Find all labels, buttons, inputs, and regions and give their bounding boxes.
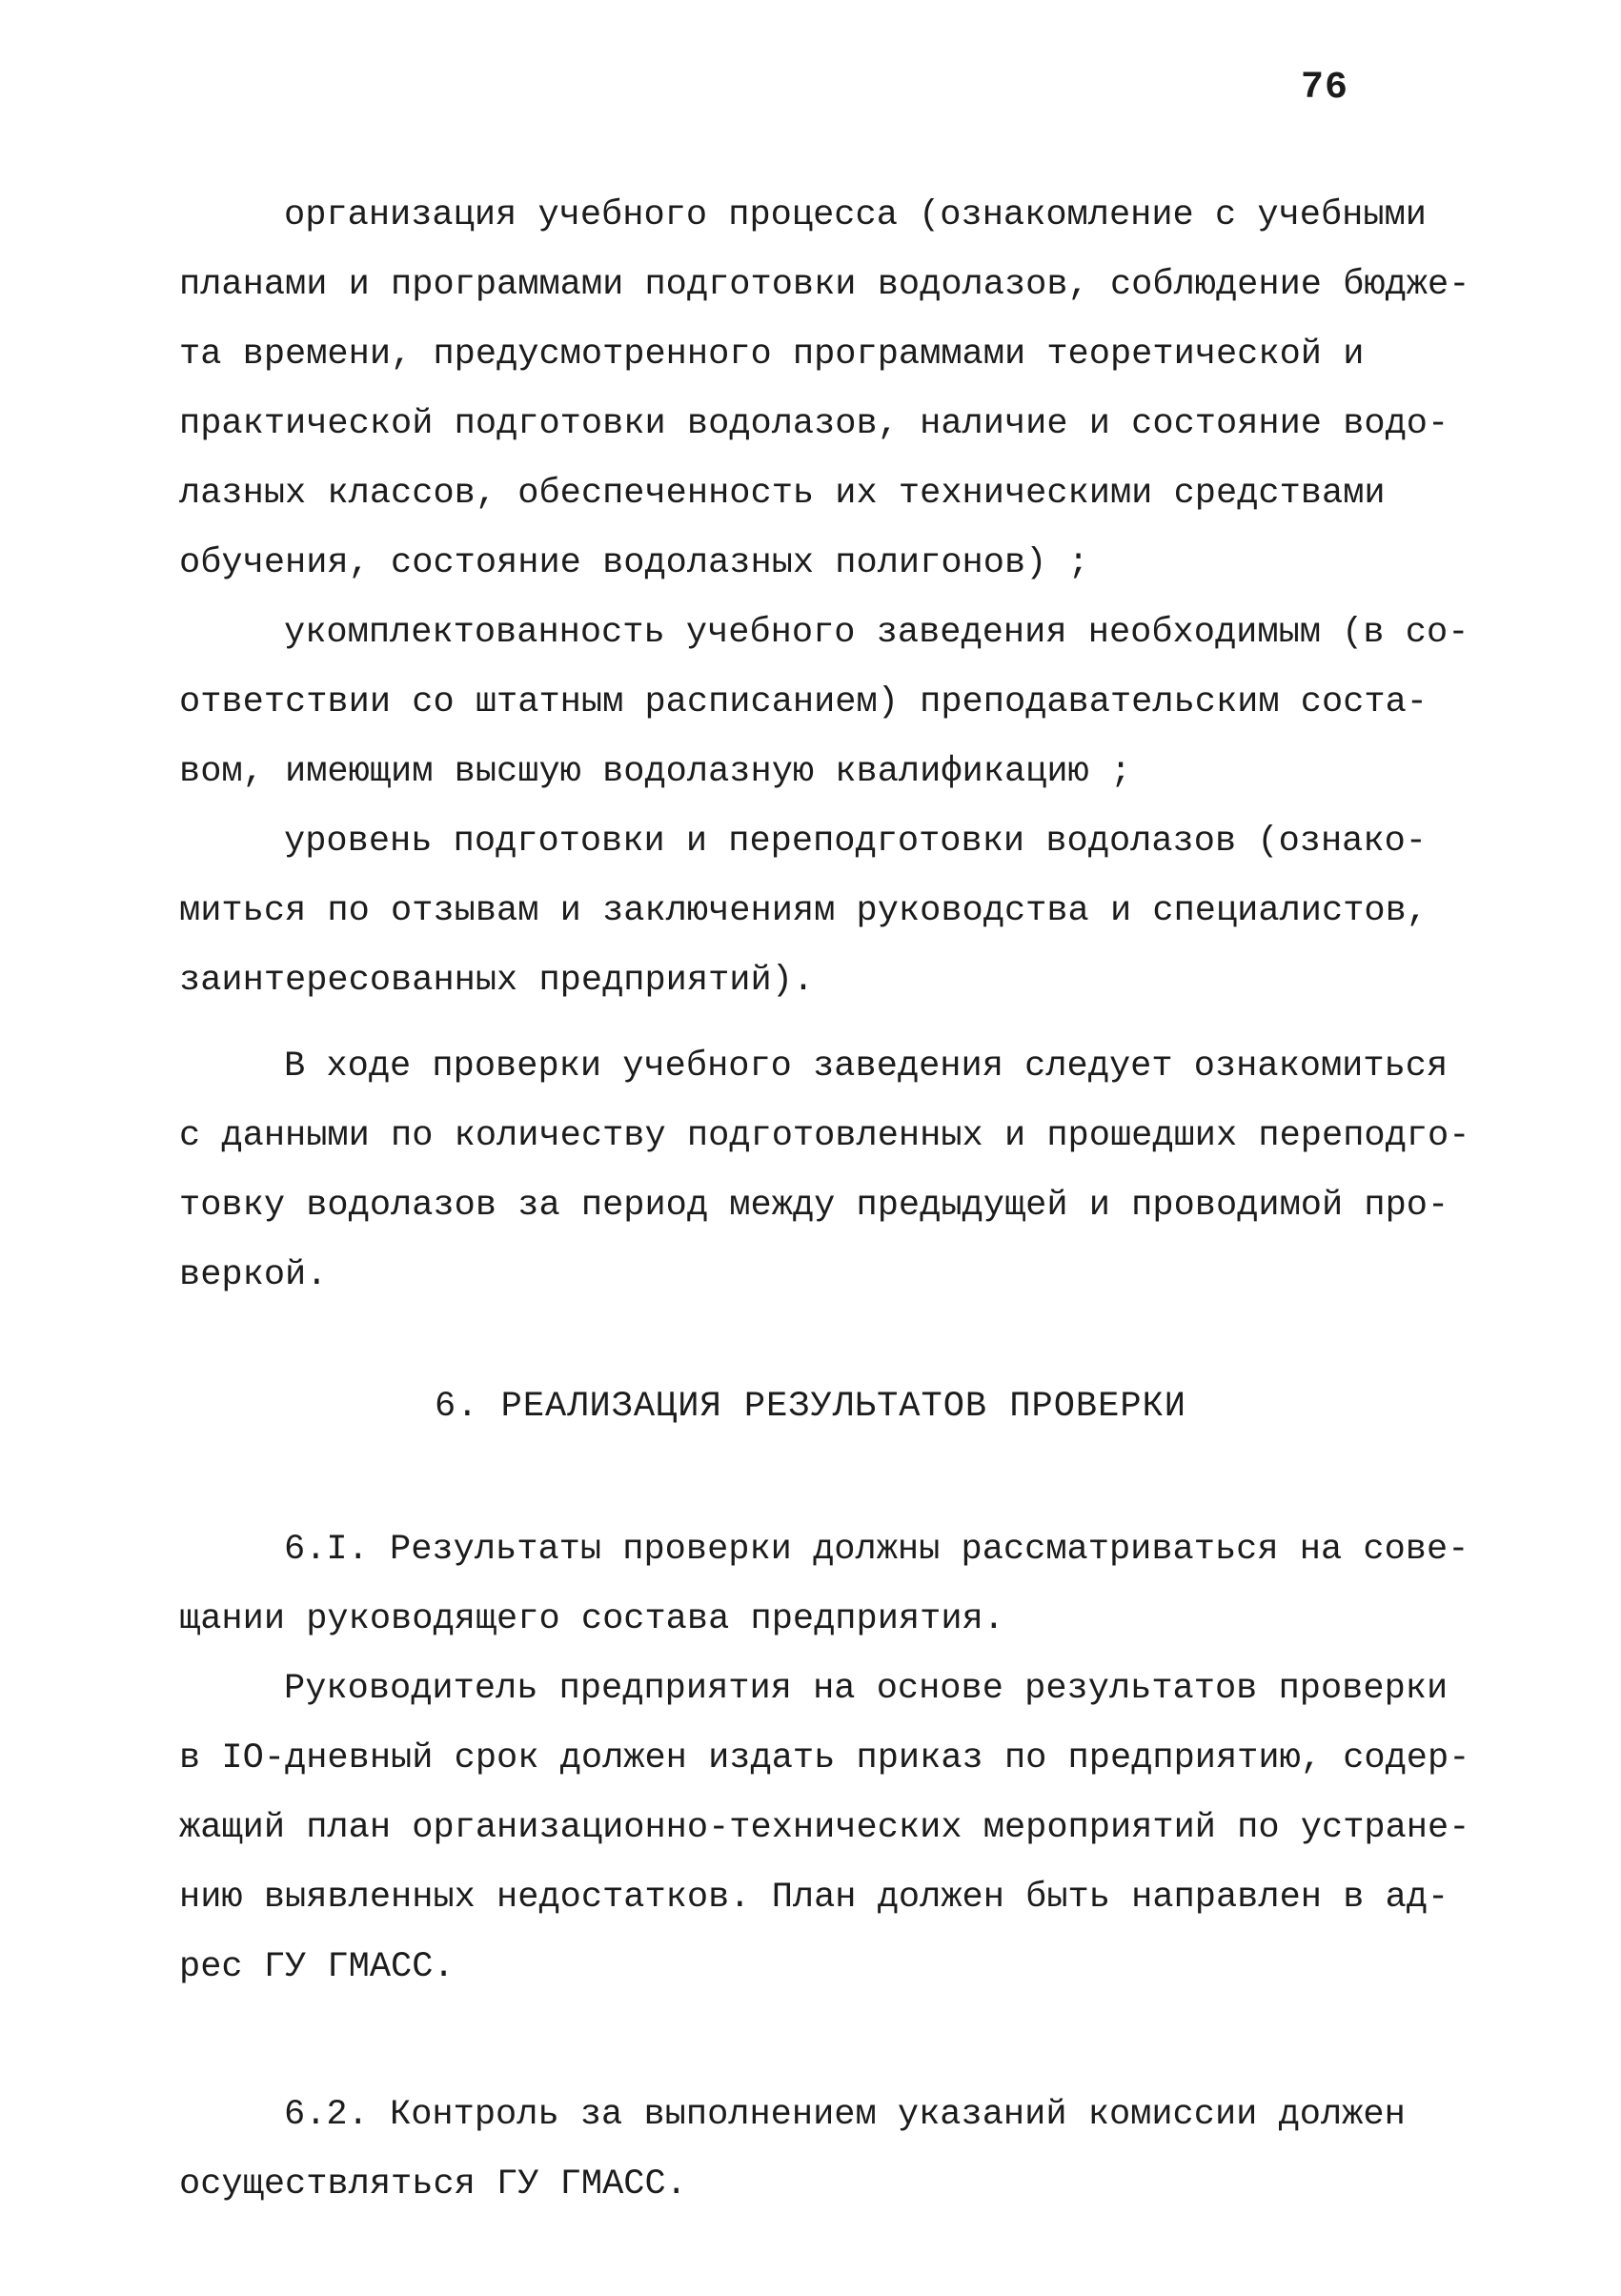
text-line: в IO-дневный срок должен издать приказ по предприятию, содер- [179, 1738, 1470, 1778]
text-line: обучения, состояние водолазных полигонов) ; [179, 543, 1089, 583]
text-line: та времени, предусмотренного программами теоретической и [179, 335, 1365, 375]
text-line: заинтересованных предприятий). [179, 961, 815, 1001]
text-line: уровень подготовки и переподготовки водолазов (ознако- [284, 822, 1427, 862]
section-6-2-block [179, 2081, 1475, 2220]
text-line: планами и программами подготовки водолазов, соблюдение бюдже- [179, 265, 1470, 305]
section-6-1-block [179, 1515, 1475, 2002]
section-heading: 6. РЕАЛИЗАЦИЯ РЕЗУЛЬТАТОВ ПРОВЕРКИ [435, 1387, 1186, 1427]
text-line: В ходе проверки учебного заведения следует ознакомиться [284, 1046, 1449, 1087]
text-line: жащий план организационно-технических мероприятий по устране- [179, 1808, 1470, 1848]
inspection-criteria-block [179, 181, 1475, 1016]
text-line: рес ГУ ГМАСС. [179, 1947, 455, 1987]
text-line: с данными по количеству подготовленных и прошедших переподго- [179, 1116, 1470, 1156]
text-line: товку водолазов за период между предыдущей и проводимой про- [179, 1186, 1449, 1226]
text-line: 6.I. Результаты проверки должны рассматриваться на сове- [284, 1530, 1469, 1570]
review-data-paragraph [179, 1032, 1475, 1311]
text-line: укомплектованность учебного заведения необходимым (в со- [284, 613, 1469, 653]
text-line: миться по отзывам и заключениям руководства и специалистов, [179, 891, 1429, 931]
text-line: веркой. [179, 1255, 328, 1295]
text-line: 6.2. Контроль за выполнением указаний комиссии должен [284, 2095, 1406, 2135]
text-line: лазных классов, обеспеченность их техническими средствами [179, 474, 1386, 514]
text-line: организация учебного процесса (ознакомление с учебными [284, 195, 1427, 235]
text-line: нию выявленных недостатков. План должен быть направлен в ад- [179, 1878, 1449, 1918]
text-line: Руководитель предприятия на основе результатов проверки [284, 1669, 1449, 1709]
text-line: осуществляться ГУ ГМАСС. [179, 2164, 687, 2205]
page-number: 76 [1301, 67, 1349, 110]
text-line: ответствии со штатным расписанием) преподавательским соста- [179, 682, 1429, 722]
text-line: практической подготовки водолазов, наличие и состояние водо- [179, 404, 1449, 444]
text-line: вом, имеющим высшую водолазную квалификацию ; [179, 752, 1132, 792]
text-line: щании руководящего состава предприятия. [179, 1599, 1004, 1639]
